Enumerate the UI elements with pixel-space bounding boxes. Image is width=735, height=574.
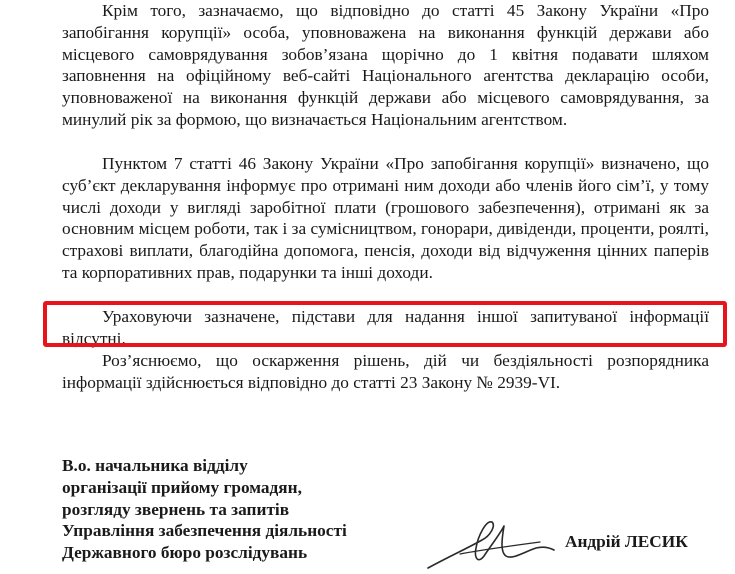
paragraph-income-reporting: Пунктом 7 статті 46 Закону України «Про запобігання корупції» визначено, що суб’єкт декларування інформує про отримані ним доходи або членів його сім’ї, у тому числі доходи у вигляді заробітної плати (грошового забезпечення), отримані як за основним місцем роботи, так і за сумісництвом, гонорари, дивіденди, проценти, роялті, страхові виплати, благодійна допомога, пенсія, доходи від відчуження цінних паперів та корпоративних прав, подарунки та інші доходи. (62, 154, 709, 282)
signatory-title-block (62, 455, 347, 564)
signatory-title-line: Державного бюро розслідувань (62, 543, 308, 563)
red-highlight-box (43, 301, 727, 347)
signatory-title-line: організації прийому громадян, (62, 477, 302, 497)
signatory-title-line: Управління забезпечення діяльності (62, 521, 347, 541)
signer-name: Андрій ЛЕСИК (565, 532, 688, 551)
signatory-title-line: розгляду звернень та запитів (62, 499, 290, 519)
paragraph-declaration-requirement: Крім того, зазначаємо, що відповідно до статті 45 Закону України «Про запобігання корупції» особа, уповноважена на виконання функцій держави або місцевого самоврядування зобов’язана щорічно до 1 квітня подавати шляхом заповнення на офіційному веб-сайті Національного агентства декларацію особи, уповноваженої на виконання функцій держави або місцевого самоврядування, за минулий рік за формою, що визначається Національним агентством. (62, 1, 709, 129)
paragraph-conclusion-highlighted: Ураховуючи зазначене, підстави для надання іншої запитуваної інформації відсутні. (62, 307, 709, 348)
signatory-title-line: В.о. начальника відділу (62, 456, 248, 475)
paragraph-appeal-procedure: Роз’яснюємо, що оскарження рішень, дій чи бездіяльності розпорядника інформації здійснюється відповідно до статті 23 Закону № 2939-VI. (62, 351, 709, 392)
handwritten-signature-icon (420, 508, 560, 574)
